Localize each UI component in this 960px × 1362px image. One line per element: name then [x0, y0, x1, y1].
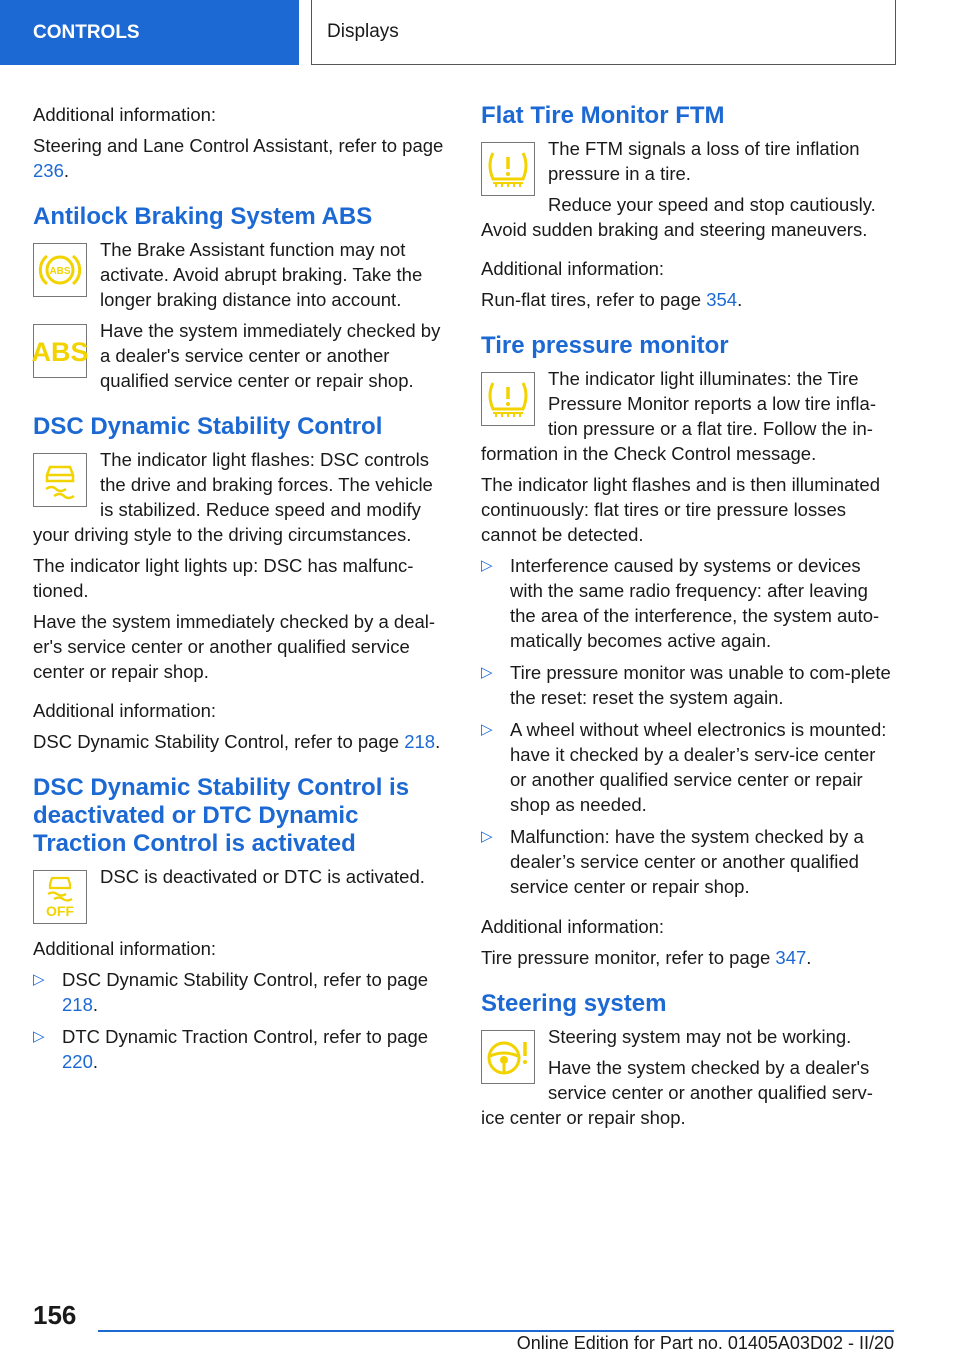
tpm-additional-label: Additional information:: [481, 916, 665, 937]
page-link-220[interactable]: 220: [62, 1051, 93, 1072]
triangle-bullet-icon: ▷: [481, 664, 493, 681]
ftm-paragraph-1: The FTM signals a loss of tire inflation pressure in a tire.: [548, 138, 860, 184]
dsc-paragraph-1: The indicator light flashes: DSC controls the drive and braking forces. The vehicle is stabilized. Reduce speed and modify your driving style to the driving circumstances.: [33, 449, 433, 545]
page-link-347[interactable]: 347: [775, 947, 807, 968]
ftm-additional-label: Additional information:: [481, 258, 665, 279]
page-link-218[interactable]: 218: [404, 731, 436, 752]
list-item: ▷ DSC Dynamic Stability Control, refer to page 218.: [33, 969, 429, 1015]
tpm-paragraph-2: The indicator light flashes and is then illuminated continuously: flat tires or tire pressure losses cannot be detected.: [481, 474, 881, 545]
list-item: ▷ DTC Dynamic Traction Control, refer to page 220.: [33, 1026, 429, 1072]
header-chapter-title: Displays: [311, 0, 896, 65]
steering-warning-icon: [481, 1030, 535, 1084]
tire-pressure-icon: [481, 372, 535, 426]
page-link-354[interactable]: 354: [706, 289, 738, 310]
footer-edition: Online Edition for Part no. 01405A03D02 - II/20: [516, 1333, 894, 1353]
tpm-cause-list: [481, 553, 893, 899]
steering-paragraph-2: Have the system checked by a dealer's service center or another qualified serv-ice center or repair shop.: [481, 1057, 873, 1128]
page-link-236[interactable]: 236: [33, 160, 64, 181]
tire-pressure-icon: [481, 142, 535, 196]
dsc-paragraph-3: Have the system immediately checked by a deal-er's service center or another qualified service center or repair shop.: [33, 611, 436, 682]
dsc-paragraph-2: The indicator light lights up: DSC has malfunc-tioned.: [33, 555, 414, 601]
steering-heading: Steering system: [481, 990, 667, 1017]
dsc-off-reference-list: [33, 967, 447, 1074]
triangle-bullet-icon: ▷: [481, 557, 493, 574]
additional-info-label: Additional information:: [33, 104, 217, 125]
triangle-bullet-icon: ▷: [33, 971, 45, 988]
dsc-reference: DSC Dynamic Stability Control, refer to page 218.: [33, 731, 441, 752]
ftm-reference: Run-flat tires, refer to page 354.: [481, 289, 743, 310]
dsc-heading: DSC Dynamic Stability Control: [33, 413, 383, 440]
tpm-reference: Tire pressure monitor, refer to page 347.: [481, 947, 812, 968]
list-item: ▷ A wheel without wheel electronics is mounted: have it checked by a dealer’s serv-ice center or another qualified service center or repair shop as needed.: [481, 719, 887, 815]
dsc-off-heading: DSC Dynamic Stability Control is deactivated or DTC Dynamic Traction Control is activated: [33, 774, 410, 857]
footer-divider: [98, 1330, 894, 1332]
ftm-heading: Flat Tire Monitor FTM: [481, 102, 725, 129]
abs-paragraph-1: The Brake Assistant function may not activate. Avoid abrupt braking. Take the longer braking distance into account.: [100, 239, 423, 310]
header-section-tab[interactable]: CONTROLS: [0, 0, 299, 65]
page-number: 156: [33, 1300, 77, 1330]
dsc-additional-label: Additional information:: [33, 700, 217, 721]
abs-circle-icon: [33, 243, 87, 297]
abs-heading: Antilock Braking System ABS: [33, 203, 373, 230]
abs-paragraph-2: Have the system immediately checked by a dealer's service center or another qualified service center or repair shop.: [100, 320, 441, 391]
dsc-skid-icon: [33, 453, 87, 507]
tpm-heading: Tire pressure monitor: [481, 332, 729, 359]
right-column: [481, 102, 893, 1136]
page-link-218[interactable]: 218: [62, 994, 93, 1015]
triangle-bullet-icon: ▷: [33, 1028, 45, 1045]
triangle-bullet-icon: ▷: [481, 828, 493, 845]
svg-text:ABS: ABS: [49, 266, 71, 277]
list-item: ▷ Tire pressure monitor was unable to com-plete the reset: reset the system again.: [481, 662, 891, 708]
ftm-paragraph-2: Reduce your speed and stop cautiously. Avoid sudden braking and steering maneuvers.: [481, 194, 876, 240]
dsc-off-additional-label: Additional information:: [33, 938, 217, 959]
list-item: ▷ Interference caused by systems or devices with the same radio frequency: after leaving the area of the interference, the system auto-matically becomes active again.: [481, 555, 880, 651]
tpm-paragraph-1: The indicator light illuminates: the Tire Pressure Monitor reports a low tire infla-tion pressure or a flat tire. Follow the in-formation in the Check Control message.: [481, 368, 876, 464]
steering-paragraph-1: Steering system may not be working.: [548, 1026, 852, 1047]
dsc-off-icon: [33, 870, 87, 924]
intro-reference: Steering and Lane Control Assistant, refer to page 236.: [33, 135, 444, 181]
list-item: ▷ Malfunction: have the system checked by a dealer’s service center or another qualified service center or repair shop.: [481, 826, 864, 897]
svg-text:ABS: ABS: [31, 337, 89, 367]
left-column: [33, 102, 447, 1081]
abs-text-icon: [33, 324, 87, 378]
triangle-bullet-icon: ▷: [481, 721, 493, 738]
dsc-off-paragraph: DSC is deactivated or DTC is activated.: [100, 866, 425, 887]
svg-text:OFF: OFF: [46, 903, 74, 919]
